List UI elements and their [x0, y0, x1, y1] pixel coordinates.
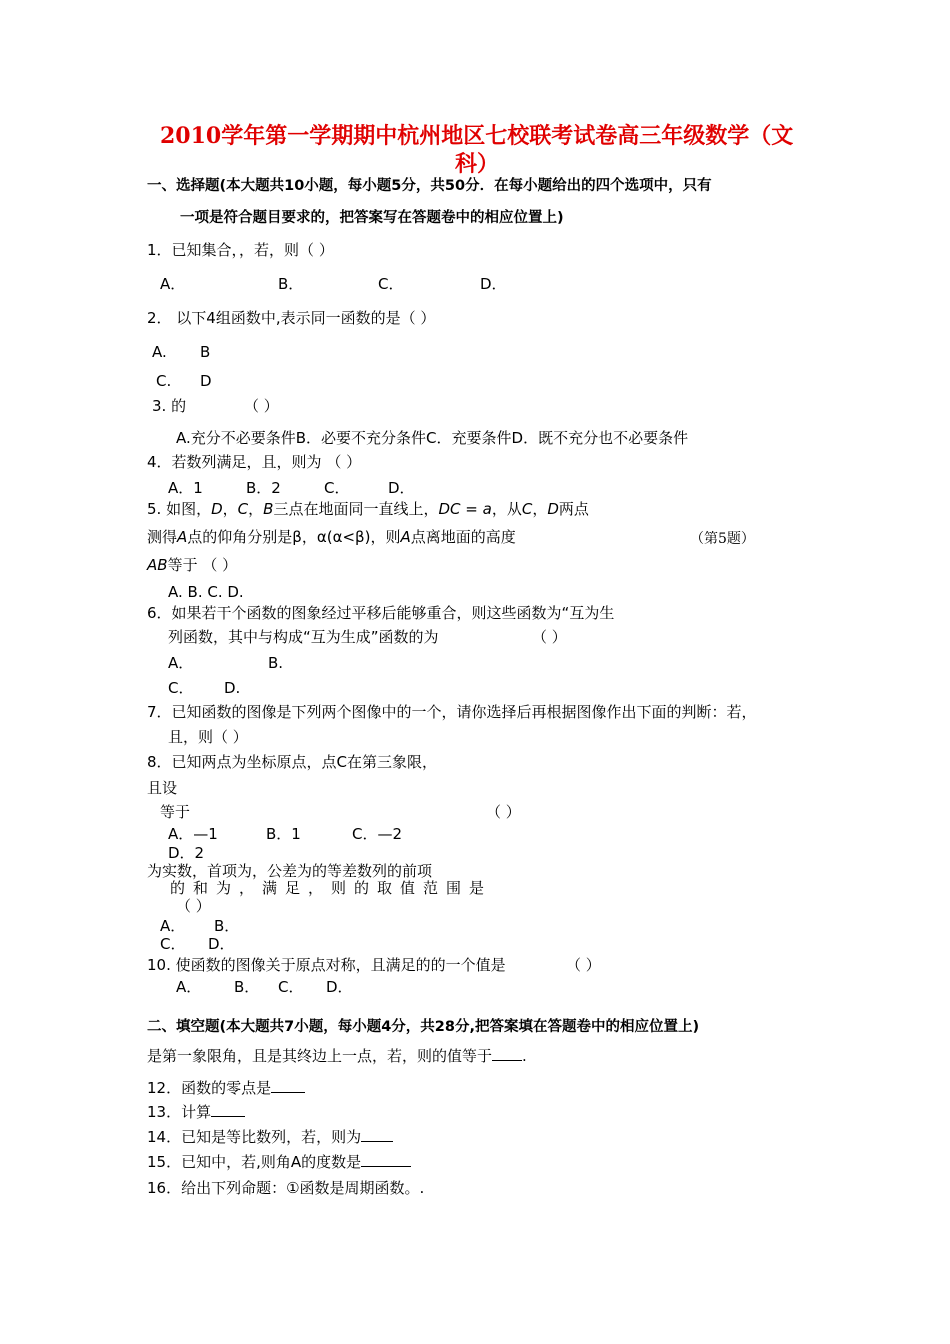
- q13-text: 13．计算: [147, 1103, 212, 1121]
- q5-text: ，从: [491, 500, 522, 518]
- q12-answer-blank: [271, 1078, 305, 1093]
- question-7: 7．已知函数的图像是下列两个图像中的一个，请你选择后再根据图像作出下面的判断：若，: [147, 703, 757, 721]
- q4-option-c: C．: [324, 479, 350, 497]
- q5-var-b: B: [263, 500, 274, 518]
- q8-option-c: C．—2: [352, 825, 403, 843]
- q5-options: A. B. C. D.: [168, 583, 244, 601]
- q5-var-dc: DC = a: [438, 500, 492, 518]
- q5-text: 测得: [147, 528, 178, 546]
- q5-text: 点的仰角分别是β，α(α<β)，则: [187, 528, 401, 546]
- q5-var-a: A: [400, 528, 411, 546]
- q1-option-a: A．: [160, 275, 186, 293]
- question-13: [147, 1102, 245, 1122]
- q5-text: ，: [222, 500, 238, 518]
- question-5-line2: [147, 527, 516, 547]
- q4-option-b: B．2: [246, 479, 281, 497]
- q14-text: 14．已知是等比数列，若，则为: [147, 1128, 362, 1146]
- question-7-line2: 且，则（ ）: [168, 728, 248, 746]
- q8-option-a: A．—1: [168, 825, 218, 843]
- q10-option-d: D．: [326, 978, 353, 996]
- question-5-line3: [147, 555, 237, 575]
- q2-option-b: B: [200, 343, 211, 361]
- question-8-line2: 且设: [147, 779, 178, 797]
- question-1: 1．已知集合，，若，则（ ）: [147, 241, 334, 259]
- q15-answer-blank: [361, 1152, 411, 1167]
- q10-option-b: B．: [234, 978, 260, 996]
- q5-var-d: D: [211, 500, 223, 518]
- question-6-line2: 列函数，其中与构成“互为生成”函数的为: [168, 628, 439, 646]
- q14-answer-blank: [361, 1127, 393, 1142]
- q6-option-a: A．: [168, 654, 194, 672]
- q5-text: 两点: [558, 500, 589, 518]
- q5-var-a: A: [177, 528, 188, 546]
- q8-option-d: D．2: [168, 844, 205, 862]
- q3-options: A.充分不必要条件B．必要不充分条件C．充要条件D．既不充分也不必要条件: [176, 429, 689, 447]
- q12-text: 12．函数的零点是: [147, 1079, 272, 1097]
- q5-var-d: D: [547, 500, 559, 518]
- q10-option-a: A．: [176, 978, 202, 996]
- q5-var-c: C: [521, 500, 533, 518]
- q2-option-d: D: [200, 372, 212, 390]
- q9-option-b: B．: [214, 917, 240, 935]
- q2-option-c: C.: [156, 372, 172, 390]
- q13-answer-blank: [211, 1102, 245, 1117]
- q9-answer-paren: （ ）: [176, 897, 211, 915]
- q6-answer-paren: （ ）: [532, 628, 567, 646]
- question-11: [147, 1046, 527, 1066]
- question-15: [147, 1152, 411, 1172]
- q4-option-a: A．1: [168, 479, 203, 497]
- question-2: 2． 以下4组函数中,表示同一函数的是（ ）: [147, 309, 436, 327]
- q1-option-b: B．: [278, 275, 304, 293]
- q1-option-c: C．: [378, 275, 404, 293]
- q6-option-c: C．: [168, 679, 194, 697]
- question-12: [147, 1078, 305, 1098]
- q5-text: ，: [532, 500, 548, 518]
- question-6: 6．如果若干个函数的图象经过平移后能够重合，则这些函数为“互为生: [147, 604, 615, 622]
- section1-heading: 一、选择题(本大题共10小题，每小题5分，共50分．在每小题给出的四个选项中，只有: [147, 178, 712, 194]
- paper-title-line1: 2010学年第一学期期中杭州地区七校联考试卷高三年级数学（文: [160, 123, 794, 149]
- question-5: [147, 499, 589, 519]
- q10-answer-paren: （ ）: [566, 956, 601, 974]
- q5-text: ，: [248, 500, 264, 518]
- section2-heading: 二、填空题(本大题共7小题，每小题4分，共28分,把答案填在答题卷中的相应位置上): [147, 1019, 700, 1035]
- question-3: 3. 的: [152, 397, 187, 415]
- q5-text: 等于 （ ）: [167, 556, 238, 574]
- q5-figure-caption: （第5题）: [690, 531, 755, 547]
- q5-var-ab: AB: [147, 556, 168, 574]
- question-9: 为实数，首项为，公差为的等差数列的前项: [147, 862, 433, 880]
- paper-title-line2: 科）: [455, 151, 500, 177]
- question-10: 10. 使函数的图像关于原点对称，且满足的的一个值是: [147, 956, 506, 974]
- question-4: 4．若数列满足，且，则为 （ ）: [147, 453, 362, 471]
- q9-option-d: D．: [208, 935, 235, 953]
- q6-option-d: D.: [224, 679, 241, 697]
- q5-text: 三点在地面同一直线上，: [273, 500, 439, 518]
- question-14: [147, 1127, 393, 1147]
- q3-answer-paren: （ ）: [244, 397, 279, 415]
- q11-text: 是第一象限角，且是其终边上一点，若，则的值等于: [147, 1047, 493, 1065]
- question-8-line3: 等于: [160, 803, 191, 821]
- q4-option-d: D．: [388, 479, 415, 497]
- q15-text: 15．已知中，若,则角A的度数是: [147, 1153, 362, 1171]
- q6-option-b: B.: [268, 654, 284, 672]
- q5-text: 5. 如图，: [147, 500, 212, 518]
- q9-option-a: A．: [160, 917, 186, 935]
- q10-option-c: C．: [278, 978, 304, 996]
- q8-answer-paren: （ ）: [486, 803, 521, 821]
- q5-var-c: C: [237, 500, 249, 518]
- question-9-line2: 的和为，满足，则的取值范围是: [170, 879, 493, 897]
- q9-option-c: C．: [160, 935, 186, 953]
- q11-end: .: [522, 1047, 527, 1065]
- section1-heading-cont: 一项是符合题目要求的，把答案写在答题卷中的相应位置上): [180, 210, 564, 226]
- q5-text: 点离地面的高度: [410, 528, 516, 546]
- q8-option-b: B．1: [266, 825, 301, 843]
- q2-option-a: A.: [152, 343, 167, 361]
- q11-answer-blank: [492, 1046, 522, 1061]
- question-8: 8．已知两点为坐标原点，点C在第三象限，: [147, 753, 438, 771]
- question-16: 16．给出下列命题：①函数是周期函数。.: [147, 1179, 425, 1197]
- q1-option-d: D．: [480, 275, 507, 293]
